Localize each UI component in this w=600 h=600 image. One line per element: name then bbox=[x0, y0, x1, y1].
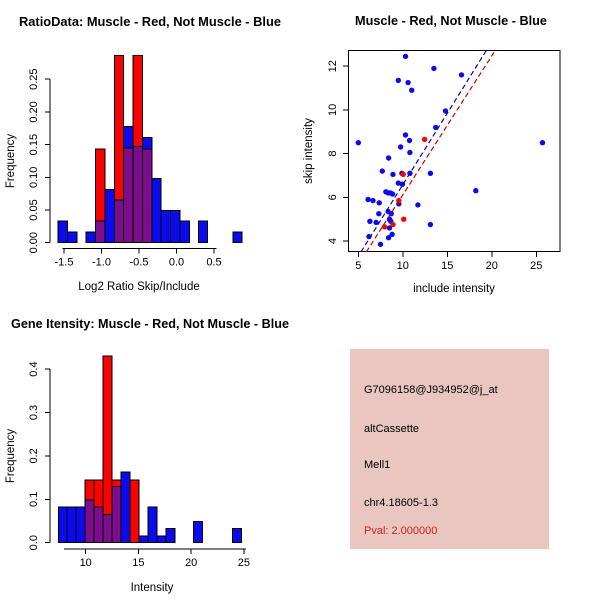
data-point-blue bbox=[377, 200, 382, 205]
scatter-plot-area bbox=[327, 50, 560, 272]
data-point-red bbox=[401, 172, 406, 177]
hist-bar-segment bbox=[232, 528, 241, 542]
pval-text: Pval: 2.000000 bbox=[364, 525, 438, 537]
gene-info-box bbox=[350, 349, 549, 549]
scatter-svg bbox=[300, 0, 600, 300]
gene-hist-ylabel: Frequency bbox=[5, 428, 17, 484]
data-point-blue bbox=[356, 140, 361, 145]
data-point-blue bbox=[365, 197, 370, 202]
hist-bar-segment bbox=[124, 126, 133, 148]
hist-bar-segment bbox=[96, 149, 105, 221]
data-point-blue bbox=[403, 132, 408, 137]
data-point-blue bbox=[428, 171, 433, 176]
hist-bar-segment bbox=[112, 480, 121, 487]
panel-intensity-scatter bbox=[300, 0, 600, 300]
hist-bar-segment bbox=[133, 147, 142, 243]
ratio-hist-plot-area bbox=[28, 56, 242, 269]
data-point-blue bbox=[540, 140, 545, 145]
data-point-red bbox=[390, 222, 395, 227]
tick-label: 20 bbox=[485, 260, 498, 273]
scatter-title: Muscle - Red, Not Muscle - Blue bbox=[355, 14, 548, 28]
tick-label: -0.5 bbox=[129, 256, 149, 269]
regression-line-red bbox=[366, 50, 495, 252]
tick-label: 0.05 bbox=[28, 199, 40, 221]
tick-label: 0.2 bbox=[28, 448, 40, 464]
ratio-histogram-svg bbox=[0, 0, 300, 300]
hist-bar-segment bbox=[142, 137, 151, 149]
hist-bar-segment bbox=[121, 472, 130, 543]
data-point-blue bbox=[390, 172, 395, 177]
regression-line-blue bbox=[361, 50, 487, 252]
hist-bar-segment bbox=[166, 528, 175, 542]
data-point-blue bbox=[403, 54, 408, 59]
tick-label: 15 bbox=[441, 260, 454, 273]
hist-bar-segment bbox=[124, 148, 133, 243]
ratio-hist-title: RatioData: Muscle - Red, Not Muscle - Blue bbox=[19, 15, 282, 29]
tick-label: 0.00 bbox=[28, 231, 40, 254]
tick-label: 0.0 bbox=[28, 535, 40, 551]
data-point-blue bbox=[407, 150, 412, 155]
panel-gene-info bbox=[300, 300, 600, 600]
data-point-blue bbox=[473, 188, 478, 193]
hist-bar-segment bbox=[157, 536, 166, 543]
data-point-blue bbox=[389, 232, 394, 237]
tick-label: 0.5 bbox=[206, 256, 222, 269]
hist-bar-segment bbox=[133, 56, 142, 147]
tick-label: 0.15 bbox=[28, 133, 40, 156]
scatter-xlabel: include intensity bbox=[413, 283, 495, 295]
tick-label: 0.20 bbox=[28, 101, 40, 123]
data-point-blue bbox=[409, 88, 414, 93]
tick-label: 0.1 bbox=[28, 491, 40, 507]
tick-label: 0.25 bbox=[28, 68, 40, 90]
data-point-blue bbox=[370, 198, 375, 203]
ratio-hist-ylabel: Frequency bbox=[5, 133, 17, 189]
hist-bar-segment bbox=[105, 190, 114, 243]
gene-histogram-svg bbox=[0, 300, 300, 600]
hist-bar-segment bbox=[103, 515, 112, 543]
data-point-red bbox=[422, 137, 427, 142]
hist-bar-segment bbox=[148, 507, 157, 543]
hist-bar-segment bbox=[161, 211, 170, 243]
tick-label: 0.10 bbox=[28, 166, 40, 189]
data-point-blue bbox=[431, 66, 436, 71]
tick-label: 0.4 bbox=[28, 361, 40, 377]
hist-bar-segment bbox=[58, 221, 67, 243]
gene-hist-xlabel: Intensity bbox=[130, 582, 174, 594]
hist-bar-segment bbox=[180, 221, 189, 243]
event-type-text: altCassette bbox=[364, 423, 420, 435]
tick-label: 0.3 bbox=[28, 404, 40, 421]
hist-bar-segment bbox=[67, 232, 76, 243]
tick-label: 4 bbox=[326, 237, 339, 245]
panel-ratio-histogram bbox=[0, 0, 300, 300]
hist-bar-segment bbox=[58, 507, 67, 543]
data-point-blue bbox=[380, 168, 385, 173]
hist-bar-segment bbox=[67, 507, 76, 543]
tick-label: -1.0 bbox=[92, 256, 111, 269]
data-point-blue bbox=[396, 78, 401, 83]
data-point-blue bbox=[459, 72, 464, 77]
hist-bar-segment bbox=[233, 232, 242, 243]
hist-bar-segment bbox=[152, 179, 161, 243]
hist-bar-segment bbox=[112, 486, 121, 542]
tick-label: 8 bbox=[326, 150, 339, 157]
scatter-ylabel: skip intensity bbox=[303, 118, 315, 184]
locus-text: chr4.18605-1.3 bbox=[364, 497, 438, 509]
tick-label: 10 bbox=[326, 103, 339, 117]
gene-name-text: Mell1 bbox=[364, 459, 391, 471]
hist-bar-segment bbox=[193, 521, 202, 542]
data-point-blue bbox=[386, 155, 391, 160]
hist-bar-segment bbox=[130, 480, 139, 543]
hist-bar-segment bbox=[85, 500, 94, 543]
data-point-blue bbox=[405, 80, 410, 85]
tick-label: 15 bbox=[132, 557, 145, 569]
panel-gene-histogram bbox=[0, 300, 300, 600]
hist-bar-segment bbox=[139, 536, 148, 543]
tick-label: 10 bbox=[79, 557, 92, 569]
hist-bar-segment bbox=[114, 56, 123, 201]
hist-bar-segment bbox=[94, 480, 103, 507]
hist-bar-segment bbox=[85, 480, 94, 500]
data-point-blue bbox=[367, 219, 372, 224]
hist-bar-segment bbox=[76, 507, 85, 543]
hist-bar-segment bbox=[171, 211, 180, 243]
data-point-blue bbox=[378, 242, 383, 247]
gene-hist-plot-area bbox=[28, 356, 250, 569]
hist-bar-segment bbox=[198, 221, 207, 243]
hist-bar-segment bbox=[114, 200, 123, 243]
hist-bar-segment bbox=[96, 221, 105, 243]
tick-label: 0.0 bbox=[168, 256, 185, 269]
data-point-blue bbox=[376, 211, 381, 216]
hist-bar-segment bbox=[86, 232, 95, 243]
hist-bar-segment bbox=[94, 507, 103, 543]
data-point-blue bbox=[415, 202, 420, 207]
data-point-red bbox=[401, 217, 406, 222]
data-point-red bbox=[382, 224, 387, 229]
tick-label: 6 bbox=[326, 194, 339, 201]
data-point-blue bbox=[398, 144, 403, 149]
gene-hist-title: Gene Itensity: Muscle - Red, Not Muscle - Blue bbox=[11, 317, 290, 331]
tick-label: 20 bbox=[185, 557, 198, 569]
tick-label: 25 bbox=[530, 260, 543, 273]
tick-label: 12 bbox=[326, 60, 339, 73]
ratio-hist-xlabel: Log2 Ratio Skip/Include bbox=[78, 281, 200, 293]
tick-label: -1.5 bbox=[54, 256, 74, 269]
data-point-blue bbox=[407, 138, 412, 143]
hist-bar-segment bbox=[142, 149, 151, 243]
probe-id-text: G7096158@J934952@j_at bbox=[364, 384, 498, 396]
hist-bar-segment bbox=[103, 356, 112, 514]
data-point-blue bbox=[428, 222, 433, 227]
tick-label: 5 bbox=[355, 260, 362, 273]
data-point-blue bbox=[390, 191, 395, 196]
tick-label: 25 bbox=[237, 557, 251, 569]
tick-label: 10 bbox=[396, 260, 409, 273]
